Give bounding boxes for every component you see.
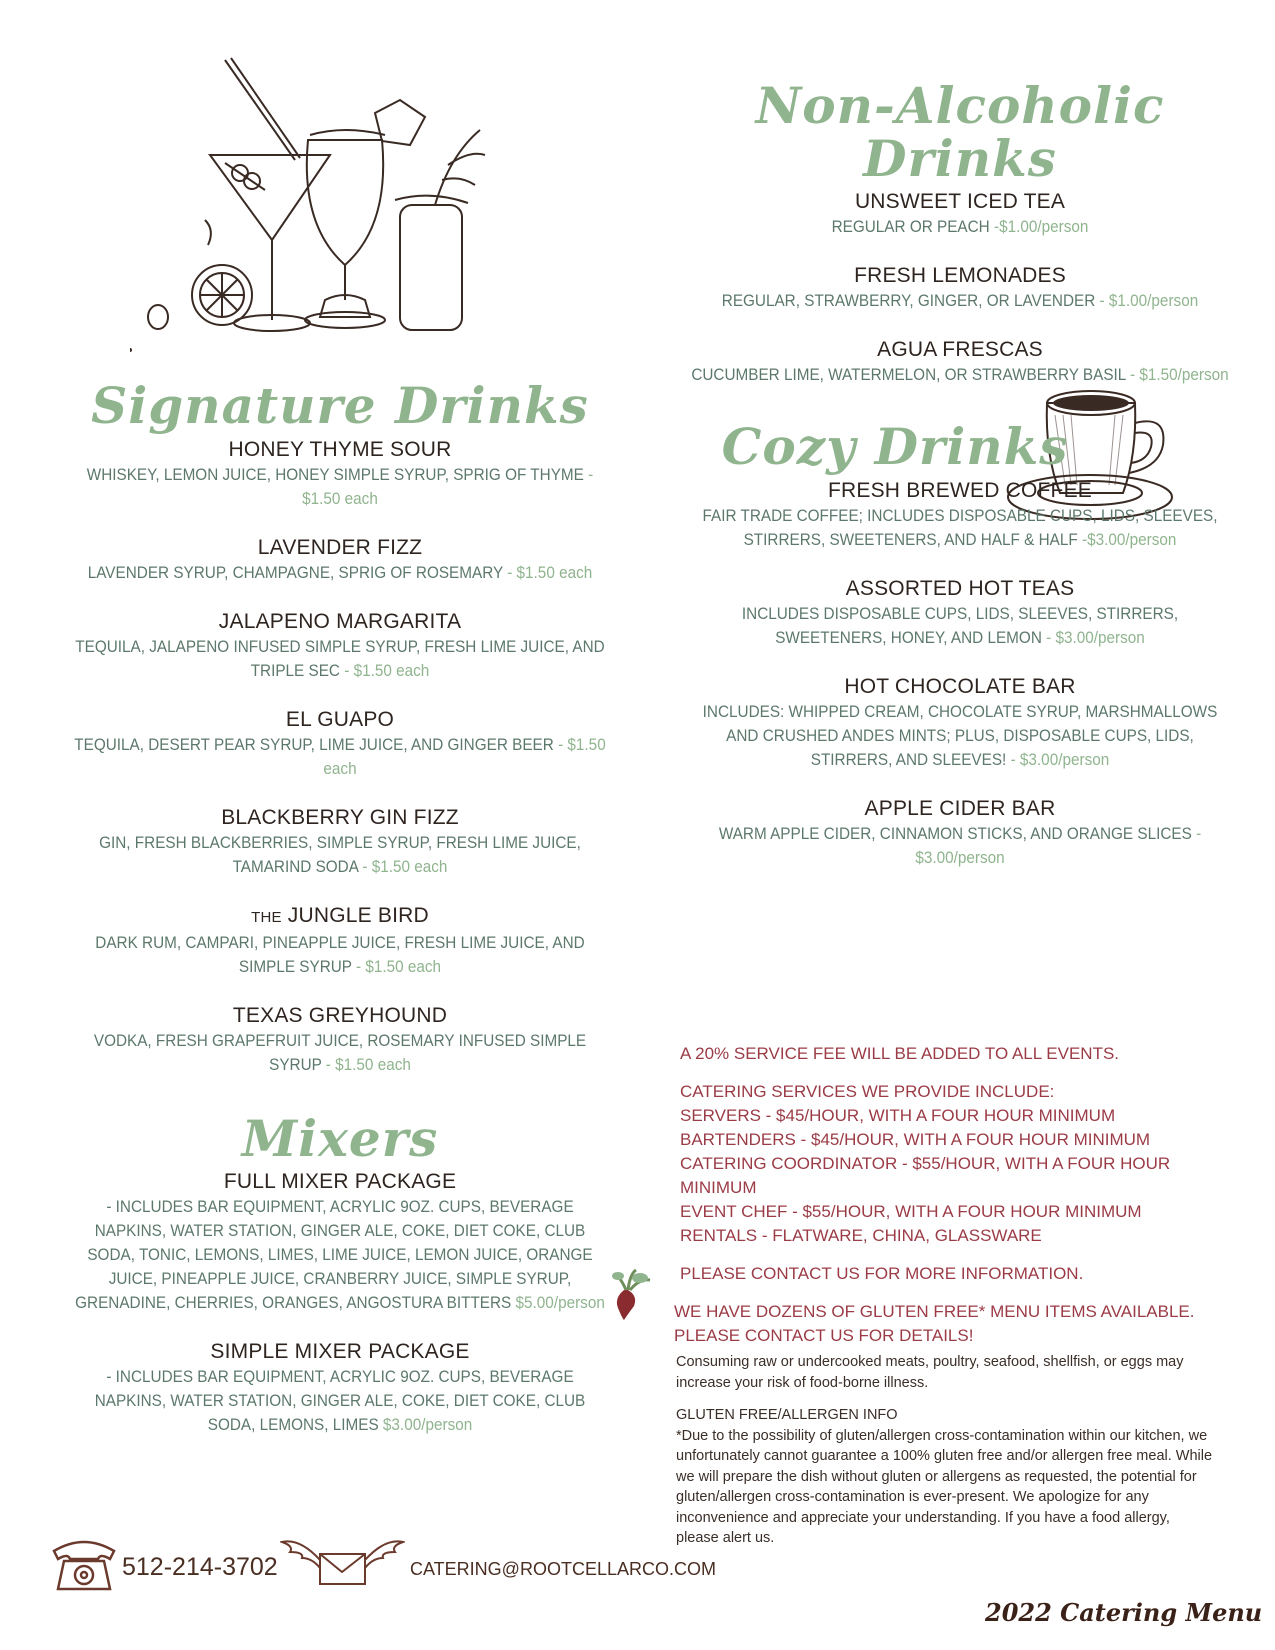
allergen-info (676, 1405, 1216, 1549)
right-column (655, 76, 1265, 894)
menu-item (655, 478, 1265, 552)
menu-item-name (40, 437, 640, 463)
menu-item-price: - $3.00/person (915, 823, 1202, 867)
catering-notes (680, 1042, 1240, 1300)
menu-item (40, 707, 640, 781)
menu-item-ingredients: LAVENDER SYRUP, CHAMPAGNE, SPRIG OF ROSEMARY (87, 562, 503, 582)
menu-item (655, 674, 1265, 772)
menu-item-description (686, 215, 1235, 239)
menu-item-ingredients: INCLUDES: WHIPPED CREAM, CHOCOLATE SYRUP, MARSHMALLOWS AND CRUSHED ANDES MINTS; PLUS, DISPOSABLE CUPS, LIDS, STIRRERS, AND SLEEVES! (702, 701, 1218, 769)
non-alcoholic-drinks-list (655, 189, 1265, 387)
menu-item-price: - $1.50/person (1130, 365, 1229, 384)
menu-item-ingredients: INCLUDES DISPOSABLE CUPS, LIDS, SLEEVES, STIRRERS, SWEETENERS, HONEY, AND LEMON (741, 603, 1179, 647)
menu-item-price: - $1.50 each (507, 562, 593, 582)
menu-item-name (40, 1169, 640, 1195)
menu-item-description (686, 822, 1235, 870)
menu-item-title: TEXAS GREYHOUND (232, 1003, 448, 1027)
menu-item-name (655, 263, 1265, 289)
menu-item-description (70, 831, 610, 879)
menu-item-description (70, 733, 610, 781)
menu-item-description (70, 561, 610, 585)
menu-item-title: HOT CHOCOLATE BAR (844, 674, 1076, 698)
menu-item-ingredients: REGULAR, STRAWBERRY, GINGER, OR LAVENDER (721, 291, 1096, 310)
cocktails-illustration-icon (130, 55, 530, 355)
menu-item-price: - $1.50 each (302, 464, 594, 508)
menu-item-price: - $3.00/person (1046, 627, 1145, 647)
menu-item (655, 576, 1265, 650)
menu-item-price: - $3.00/person (1010, 749, 1110, 769)
non-alcoholic-drinks-title: Non-Alcoholic Drinks (755, 76, 1165, 188)
menu-item-description (70, 931, 610, 979)
menu-item-description (686, 289, 1235, 313)
consumption-warning: Consuming raw or undercooked meats, poultry, seafood, shellfish, or eggs may increase your risk of food-borne illness. (676, 1354, 1184, 1391)
menu-item-ingredients: - INCLUDES BAR EQUIPMENT, ACRYLIC 9OZ. CUPS, BEVERAGE NAPKINS, WATER STATION, GINGER ALE, COKE, DIET COKE, CLUB SODA, TONIC, LEMONS, LIMES, LIME JUICE, LEMON JUICE, ORANGE JUICE, PINEAPPLE JUICE, CRANBERRY JUICE, SIMPLE SYRUP, GRENADINE, CHERRIES, ORANGES, ANGOSTURA BITTERS (75, 1197, 593, 1312)
menu-item-name (655, 189, 1265, 215)
menu-item-title: HONEY THYME SOUR (228, 437, 452, 461)
menu-item-name (655, 796, 1265, 822)
menu-item-name (655, 478, 1265, 504)
menu-item-title: FULL MIXER PACKAGE (223, 1170, 457, 1193)
menu-item-ingredients: VODKA, FRESH GRAPEFRUIT JUICE, ROSEMARY INFUSED SIMPLE SYRUP (93, 1030, 587, 1074)
menu-item-name-prefix: THE (251, 908, 282, 926)
menu-item-description (686, 504, 1235, 552)
menu-item-price: $3.00/person (382, 1415, 473, 1434)
menu-item-description (686, 363, 1235, 387)
menu-item-name (40, 1339, 640, 1365)
menu-item-price: - $1.50 each (325, 1054, 411, 1074)
menu-item-name (655, 576, 1265, 602)
menu-item-title: SIMPLE MIXER PACKAGE (210, 1340, 470, 1363)
cozy-drinks-list (655, 478, 1265, 870)
winged-envelope-icon (280, 1528, 405, 1590)
menu-item-description (70, 1365, 610, 1437)
menu-item-price: - $1.50 each (362, 856, 448, 876)
menu-item-ingredients: CUCUMBER LIME, WATERMELON, OR STRAWBERRY BASIL (691, 365, 1126, 384)
menu-item-ingredients: TEQUILA, DESERT PEAR SYRUP, LIME JUICE, AND GINGER BEER (74, 734, 554, 754)
menu-item (40, 1003, 640, 1077)
menu-item-title: LAVENDER FIZZ (257, 535, 423, 559)
gluten-free-line: WE HAVE DOZENS OF GLUTEN FREE* MENU ITEMS AVAILABLE. (674, 1302, 1195, 1321)
menu-item-name (655, 337, 1265, 363)
menu-item-title: FRESH BREWED COFFEE (828, 478, 1092, 502)
service-line: RENTALS - FLATWARE, CHINA, GLASSWARE (680, 1226, 1042, 1245)
menu-item-ingredients: FAIR TRADE COFFEE; INCLUDES DISPOSABLE CUPS, LIDS, SLEEVES, STIRRERS, SWEETENERS, AND HALF & HALF (702, 505, 1218, 549)
menu-item-price: -$1.00/person (993, 217, 1089, 236)
contact-text: PLEASE CONTACT US FOR MORE INFORMATION. (680, 1264, 1084, 1283)
menu-item-description (70, 1029, 610, 1077)
menu-item-ingredients: REGULAR OR PEACH (831, 217, 990, 236)
service-line: SERVERS - $45/HOUR, WITH A FOUR HOUR MINIMUM (680, 1106, 1116, 1125)
menu-item-price: $5.00/person (515, 1293, 605, 1312)
menu-item-price: - $1.50 each (323, 734, 606, 778)
beet-icon (610, 1268, 652, 1320)
menu-item-name (40, 609, 640, 635)
menu-item (40, 609, 640, 683)
menu-item-price: - $1.00/person (1099, 291, 1199, 310)
service-line: CATERING COORDINATOR - $55/HOUR, WITH A FOUR HOUR MINIMUM (680, 1154, 1171, 1197)
menu-item (40, 1339, 640, 1437)
menu-item-description (70, 635, 610, 683)
menu-item-ingredients: DARK RUM, CAMPARI, PINEAPPLE JUICE, FRESH LIME JUICE, AND SIMPLE SYRUP (95, 932, 585, 976)
menu-item-title: JUNGLE BIRD (287, 903, 429, 927)
allergen-header: GLUTEN FREE/ALLERGEN INFO (676, 1407, 898, 1423)
menu-item (40, 805, 640, 879)
cozy-drinks-title: Cozy Drinks (721, 417, 1069, 476)
menu-item-title: JALAPENO MARGARITA (218, 609, 462, 633)
menu-item (655, 263, 1265, 313)
menu-item-ingredients: WHISKEY, LEMON JUICE, HONEY SIMPLE SYRUP, SPRIG OF THYME (86, 464, 584, 484)
service-fee-text: A 20% SERVICE FEE WILL BE ADDED TO ALL EVENTS. (680, 1044, 1120, 1063)
menu-item-name (40, 535, 640, 561)
phone-number[interactable]: 512-214-3702 (122, 1553, 278, 1581)
gluten-free-line: PLEASE CONTACT US FOR DETAILS! (674, 1326, 974, 1345)
menu-item (655, 796, 1265, 870)
menu-item-title: UNSWEET ICED TEA (854, 190, 1066, 213)
menu-item-ingredients: - INCLUDES BAR EQUIPMENT, ACRYLIC 9OZ. CUPS, BEVERAGE NAPKINS, WATER STATION, GINGER ALE, COKE, DIET COKE, CLUB SODA, LEMONS, LIMES (94, 1367, 586, 1434)
menu-item-name (40, 903, 640, 931)
menu-item-description (686, 700, 1235, 772)
menu-item-name (40, 707, 640, 733)
menu-item-ingredients: WARM APPLE CIDER, CINNAMON STICKS, AND ORANGE SLICES (718, 823, 1192, 843)
menu-item (40, 437, 640, 511)
menu-item-name (40, 1003, 640, 1029)
mixers-list (40, 1169, 640, 1437)
menu-item-price: - $1.50 each (344, 660, 430, 680)
menu-item (40, 903, 640, 979)
menu-item-ingredients: TEQUILA, JALAPENO INFUSED SIMPLE SYRUP, FRESH LIME JUICE, AND TRIPLE SEC (75, 636, 605, 680)
menu-item-title: BLACKBERRY GIN FIZZ (221, 805, 459, 829)
menu-item-price: - $1.50 each (356, 956, 442, 976)
menu-item-price: -$3.00/person (1081, 529, 1177, 549)
menu-item-title: APPLE CIDER BAR (864, 796, 1056, 820)
menu-item (655, 189, 1265, 239)
menu-item-description (70, 1195, 610, 1315)
menu-item-description (70, 463, 610, 511)
menu-label: 2022 Catering Menu (985, 1598, 1263, 1627)
signature-drinks-list (40, 437, 640, 1077)
gluten-free-notice (674, 1300, 1234, 1348)
email-address[interactable]: CATERING@ROOTCELLARCO.COM (410, 1559, 716, 1579)
menu-item-title: ASSORTED HOT TEAS (845, 576, 1075, 600)
catering-services (680, 1080, 1240, 1248)
menu-item (655, 337, 1265, 387)
fine-print (676, 1352, 1216, 1561)
allergen-text: *Due to the possibility of gluten/allergen cross-contamination within our kitchen, we unfortunately cannot guarantee a 100% gluten free and/or allergen free meal. While we will prepare the dish without gluten or allergens as requested, the potential for gluten/allergen cross-contamination is ever-present. We apologize for any inconvenience and appreciate your understanding. If you have a food allergy, please alert us. (676, 1427, 1213, 1546)
mixers-title: Mixers (241, 1108, 439, 1168)
menu-item-title: EL GUAPO (285, 707, 395, 731)
left-column (40, 376, 640, 1461)
menu-item-title: FRESH LEMONADES (854, 264, 1066, 287)
menu-item-title: AGUA FRESCAS (877, 338, 1043, 361)
signature-drinks-title: Signature Drinks (91, 376, 589, 435)
menu-item (40, 1169, 640, 1315)
service-line: BARTENDERS - $45/HOUR, WITH A FOUR HOUR MINIMUM (680, 1130, 1151, 1149)
telephone-icon (50, 1535, 118, 1593)
menu-item-description (686, 602, 1235, 650)
service-line: EVENT CHEF - $55/HOUR, WITH A FOUR HOUR MINIMUM (680, 1202, 1142, 1221)
menu-item-name (655, 674, 1265, 700)
menu-item-ingredients: GIN, FRESH BLACKBERRIES, SIMPLE SYRUP, FRESH LIME JUICE, TAMARIND SODA (99, 832, 581, 876)
services-header: CATERING SERVICES WE PROVIDE INCLUDE: (680, 1082, 1055, 1101)
menu-item-name (40, 805, 640, 831)
menu-item (40, 535, 640, 585)
